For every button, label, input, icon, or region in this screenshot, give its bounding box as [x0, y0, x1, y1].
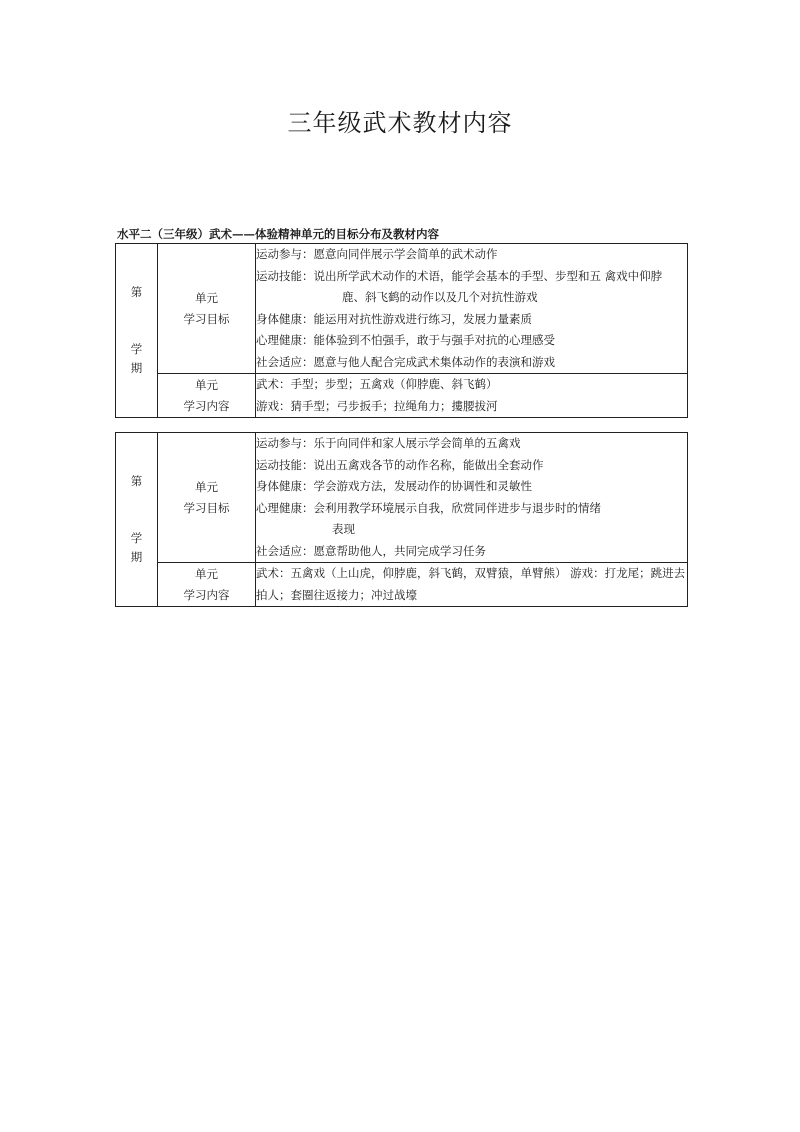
semester-table-2	[115, 432, 688, 607]
table-caption: 水平二（三年级）武术——体验精神单元的目标分布及教材内容	[117, 227, 439, 241]
goals-row	[116, 244, 688, 374]
semester-label-char: 学	[130, 531, 143, 545]
content-label: 单元 学习内容	[158, 374, 256, 418]
goal-item: 心理健康：会利用教学环境展示自我，欣赏同伴进步与退步时的情绪	[256, 500, 601, 515]
goal-item: 社会适应：愿意帮助他人，共同完成学习任务	[256, 543, 486, 558]
content-cell	[256, 563, 688, 607]
goal-item: 运动参与：乐于向同伴和家人展示学会简单的五禽戏	[256, 436, 521, 450]
semester-label-char: 期	[130, 550, 143, 564]
content-row	[116, 563, 688, 607]
semester-label-char: 第	[130, 285, 143, 299]
content-cell	[256, 374, 688, 418]
goal-item: 身体健康：能运用对抗性游戏进行练习，发展力量素质	[256, 311, 532, 326]
goals-label: 单元 学习目标	[158, 244, 256, 374]
semester-label-char: 学	[130, 342, 143, 356]
content-row	[116, 374, 688, 418]
goal-item: 运动技能：说出所学武术动作的术语，能学会基本的手型、步型和五 禽戏中仰脖	[256, 268, 663, 283]
goals-label: 单元 学习目标	[158, 433, 256, 563]
content-label: 单元 学习内容	[158, 563, 256, 607]
goal-item: 运动参与：愿意向同伴展示学会简单的武术动作	[256, 247, 498, 261]
content-item: 武术：手型；步型；五禽戏（仰脖鹿、斜飞鹤）	[256, 377, 498, 391]
semester-label-char: 第	[130, 474, 143, 488]
semester-table-1	[115, 243, 688, 418]
goal-item: 运动技能：说出五禽戏各节的动作名称，能做出全套动作	[256, 457, 544, 472]
goal-item: 鹿、斜飞鹤的动作以及几个对抗性游戏	[342, 290, 538, 304]
goal-item: 心理健康：能体验到不怕强手，敢于与强手对抗的心理感受	[256, 333, 555, 347]
goal-item: 表现	[332, 522, 355, 536]
goal-item: 身体健康：学会游戏方法，发展动作的协调性和灵敏性	[256, 479, 532, 493]
semester-label	[116, 244, 158, 418]
goals-content	[256, 433, 688, 563]
semester-label-char: 期	[130, 361, 143, 375]
content-item: 游戏：猜手型；弓步扳手；拉绳角力；摟腰拔河	[256, 398, 498, 413]
content-item: 武术：五禽戏（上山虎，仰脖鹿，斜飞鹤，双臂猿，单臂熊） 游戏：打龙尾；跳进去拍人；套圈往返接力；冲过战壕	[256, 566, 686, 602]
semester-label	[116, 433, 158, 607]
goals-row	[116, 433, 688, 563]
goal-item: 社会适应：愿意与他人配合完成武术集体动作的表演和游戏	[256, 354, 555, 369]
goals-content	[256, 244, 688, 374]
page-title: 三年级武术教材内容	[287, 109, 513, 137]
